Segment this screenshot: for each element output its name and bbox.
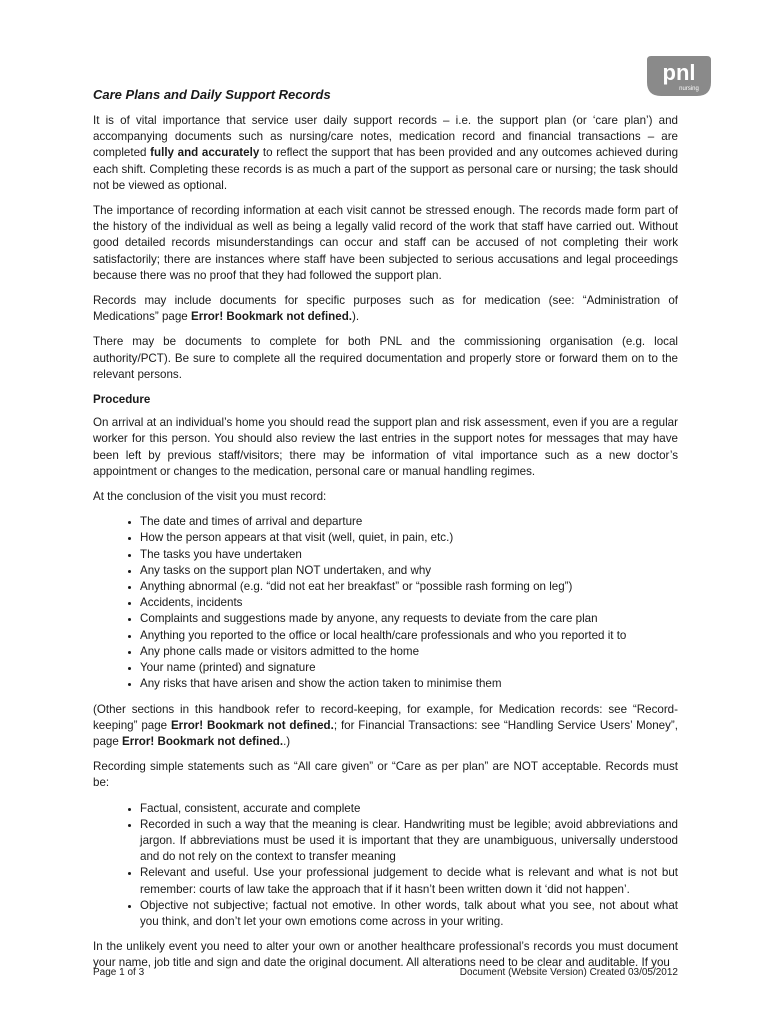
list-item: • How the person appears at that visit (well, quiet, in pain, etc.): [140, 530, 678, 546]
list-item: • Any phone calls made or visitors admitted to the home: [140, 644, 678, 660]
paragraph-simple-statements: Recording simple statements such as “All care given” or “Care as per plan” are NOT acceptable. Records must be:: [93, 760, 678, 790]
paragraph-documents: There may be documents to complete for both PNL and the commissioning organisation (e.g. local authority/PCT). Be sure to complete all the required documentation and properly store or forward them on to the relevant persons.: [93, 335, 678, 381]
document-body: [93, 113, 678, 981]
list-item: • Anything abnormal (e.g. “did not eat her breakfast” or “possible rash forming on leg”): [140, 579, 678, 595]
pnl-nursing-logo: [645, 52, 713, 100]
record-list: [93, 514, 678, 692]
list-item: • Recorded in such a way that the meaning is clear. Handwriting must be legible; avoid abbreviations and jargon. If abbreviations must be used it is important that they are unambiguous, universally understood and do not rely on the context to transfer meaning: [140, 817, 678, 866]
list-item: • Any risks that have arisen and show the action taken to minimise them: [140, 676, 678, 692]
list-item: • Complaints and suggestions made by anyone, any requests to deviate from the care plan: [140, 611, 678, 627]
paragraph-conclusion: At the conclusion of the visit you must record:: [93, 490, 327, 504]
paragraph-specific-purposes: Records may include documents for specific purposes such as for medication (see: “Administration of Medications” page Error! Bookmark not defined.).: [93, 294, 678, 324]
records-must-be-list: [93, 801, 678, 931]
list-item: • The tasks you have undertaken: [140, 547, 678, 563]
list-item: • Accidents, incidents: [140, 595, 678, 611]
page-number: Page 1 of 3: [93, 967, 145, 978]
page-title: Care Plans and Daily Support Records: [93, 87, 331, 102]
list-item: • Your name (printed) and signature: [140, 660, 678, 676]
list-item: • The date and times of arrival and departure: [140, 514, 678, 530]
paragraph-alterations: In the unlikely event you need to alter your own or another healthcare professional’s records you must document your name, job title and sign and date the original document. All alterations need to be clear and auditable. If you: [93, 940, 678, 970]
list-item: • Relevant and useful. Use your professional judgement to decide what is relevant and what is not but remember: courts of law take the approach that if it hasn’t been written down it ‘did not happen’.: [140, 865, 678, 897]
paragraph-importance: It is of vital importance that service user daily support records – i.e. the support plan (or ‘care plan’) and accompanying documents such as nursing/care notes, medication record and financial transactions – are completed fully and accurately to reflect the support that has been provided and any outcomes achieved during each shift. Completing these records is as much a part of the support as personal care or nursing; the task should not be viewed as optional.: [93, 114, 679, 192]
paragraph-recording: The importance of recording information at each visit cannot be stressed enough. The records made form part of the history of the individual as well as being a legally valid record of the work that staff have carried out. Without good detailed records misunderstandings can occur and staff can be accused of not completing their work satisfactorily; there are instances where staff have been subjected to serious accusations and legal proceedings because there was no proof that they had followed the support plan.: [93, 204, 678, 282]
list-item: • Any tasks on the support plan NOT undertaken, and why: [140, 563, 678, 579]
procedure-heading: Procedure: [93, 393, 151, 407]
list-item: • Factual, consistent, accurate and complete: [140, 801, 678, 817]
paragraph-other-sections: (Other sections in this handbook refer to record-keeping, for example, for Medication records: see “Record-keeping” page Error! Bookmark not defined.; for Financial Transactions: see “Handling Service Users’ Money”, page Error! Bookmark not defined..): [93, 702, 678, 748]
list-item: • Anything you reported to the office or local health/care professionals and who you reported it to: [140, 628, 678, 644]
paragraph-on-arrival: On arrival at an individual’s home you should read the support plan and risk assessment, even if you are a regular worker for this person. You should also review the last entries in the support notes for messages that may have been left by previous staff/visitors; there may be information of vital importance such as a new doctor’s appointment or changes to the medication, personal care or manual handling regimes.: [93, 416, 678, 478]
list-item: • Objective not subjective; factual not emotive. In other words, talk about what you see, not about what you think, and don’t let your own emotions come across in your writing.: [140, 898, 678, 930]
document-version: Document (Website Version) Created 03/05/2012: [459, 967, 678, 978]
logo-subtext: nursing: [679, 86, 699, 92]
logo-text: pnl: [662, 60, 696, 85]
